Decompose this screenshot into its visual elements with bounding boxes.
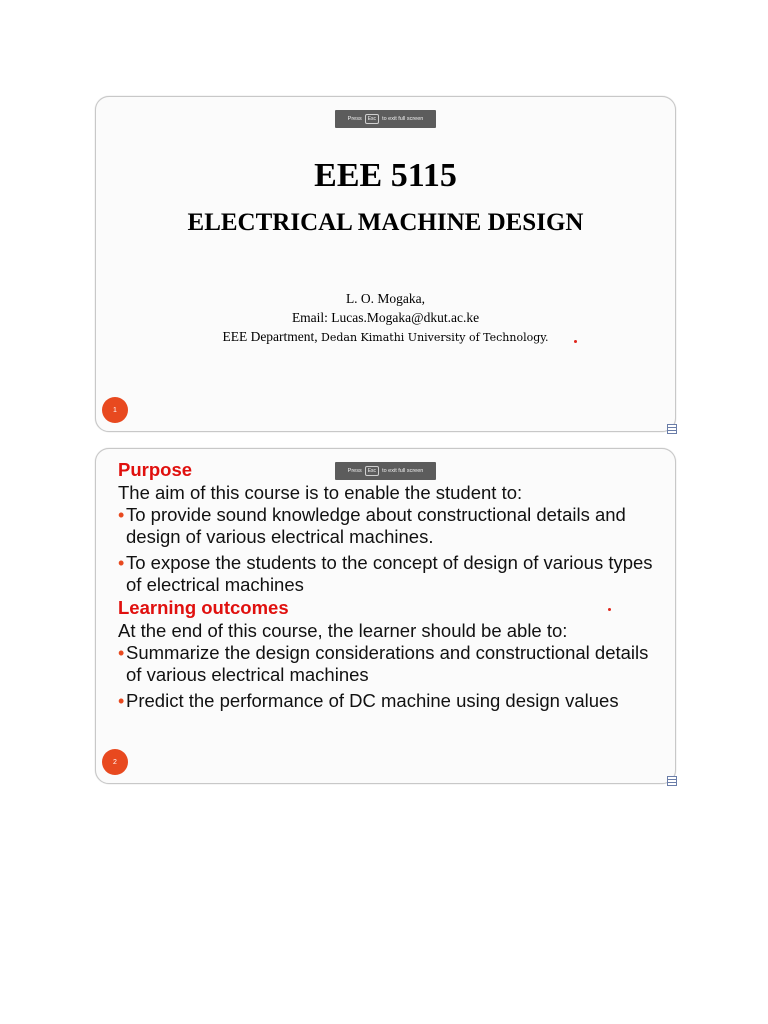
list-item (118, 642, 665, 686)
slide-number-badge: 2 (102, 749, 128, 775)
course-name-title: ELECTRICAL MACHINE DESIGN (187, 209, 584, 236)
laser-pointer-dot (574, 340, 577, 343)
slide-2 (95, 448, 676, 784)
author-email: Email: Lucas.Mogaka@dkut.ac.ke (291, 310, 480, 325)
esc-key: Esc (365, 114, 379, 124)
outcomes-heading: Learning outcomes (118, 597, 289, 618)
outcomes-intro: At the end of this course, the learner should be able to: (118, 620, 568, 641)
author-affiliation (96, 327, 675, 347)
bullet-icon: • (118, 505, 125, 525)
banner-rest-text: to exit full screen (382, 116, 424, 122)
bullet-icon: • (118, 691, 125, 711)
slide-1 (95, 96, 676, 432)
course-code-title: EEE 5115 (314, 157, 457, 194)
slide-corner-icon[interactable] (667, 424, 677, 434)
purpose-heading: Purpose (118, 459, 193, 480)
outcome-bullet-text: Predict the performance of DC machine using design values (126, 690, 619, 711)
purpose-intro: The aim of this course is to enable the student to: (118, 482, 523, 503)
banner-rest-text: to exit full screen (382, 468, 424, 474)
laser-pointer-dot (608, 608, 611, 611)
banner-press-text: Press (347, 116, 362, 122)
esc-key: Esc (365, 466, 379, 476)
list-item (118, 552, 665, 596)
slide-content (118, 458, 665, 712)
list-item (118, 504, 665, 548)
author-name: L. O. Mogaka, (345, 291, 426, 306)
university-name: Dedan Kimathi University of Technology. (321, 331, 549, 344)
bullet-icon: • (118, 643, 125, 663)
list-item (118, 690, 665, 712)
author-block (96, 289, 675, 347)
department-name: EEE Department, (222, 329, 318, 344)
banner-press-text: Press (347, 468, 362, 474)
outcome-bullet-text: Summarize the design considerations and constructional details of various electrical machines (126, 642, 649, 685)
bullet-icon: • (118, 553, 125, 573)
slide-number-badge: 1 (102, 397, 128, 423)
exit-fullscreen-banner[interactable] (335, 110, 436, 128)
purpose-bullet-text: To provide sound knowledge about constructional details and design of various electrical machines. (126, 504, 626, 547)
slide-corner-icon[interactable] (667, 776, 677, 786)
purpose-bullet-text: To expose the students to the concept of design of various types of electrical machines (126, 552, 653, 595)
